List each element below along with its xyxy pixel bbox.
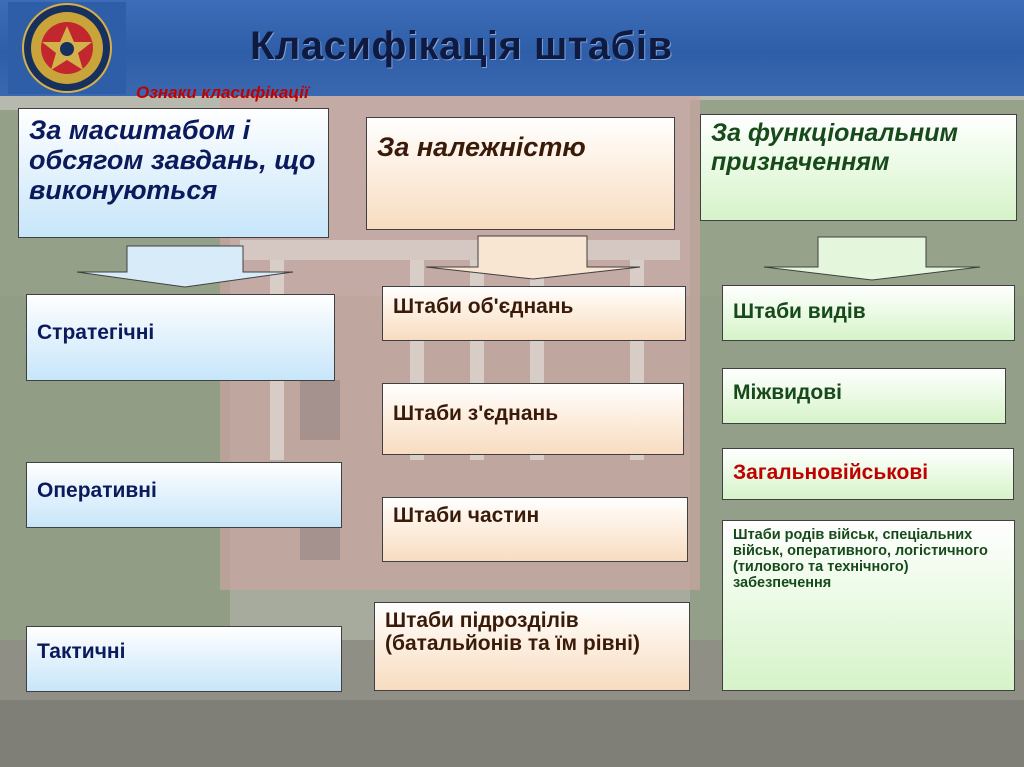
column2-header <box>366 117 675 230</box>
column1-header-label: За масштабом і обсягом завдань, що виконуються <box>29 115 316 205</box>
item-compounds-label: Штаби з'єднань <box>393 402 559 425</box>
column1-header <box>18 108 329 238</box>
item-subunits <box>374 602 690 691</box>
item-combined-arms <box>722 448 1014 500</box>
item-subunits-label: Штаби підрозділів (батальйонів та їм рівні) <box>385 609 641 655</box>
item-operational <box>26 462 342 528</box>
item-compounds <box>382 383 684 455</box>
item-strategic-label: Стратегічні <box>37 321 155 344</box>
item-tactical <box>26 626 342 692</box>
down-arrow-icon <box>764 237 984 281</box>
item-tactical-label: Тактичні <box>37 640 126 663</box>
item-branches <box>722 285 1015 341</box>
item-interbranch <box>722 368 1006 424</box>
column3-header-label: За функціональним призначенням <box>711 119 959 176</box>
item-formations <box>382 286 686 341</box>
down-arrow-icon <box>75 246 295 288</box>
down-arrow-icon <box>423 236 643 280</box>
column3-header <box>700 114 1017 221</box>
item-branches-label: Штаби видів <box>733 300 866 323</box>
item-strategic <box>26 294 335 381</box>
item-units-label: Штаби частин <box>393 504 540 527</box>
classification-subtitle: Ознаки класифікації <box>136 83 309 102</box>
item-combined-arms-label: Загальновійськові <box>733 461 929 484</box>
item-interbranch-label: Міжвидові <box>733 381 842 404</box>
page-title: Класифікація штабів <box>250 24 673 68</box>
column2-header-label: За належністю <box>377 132 586 162</box>
item-formations-label: Штаби об'єднань <box>393 295 574 318</box>
item-arms-support <box>722 520 1015 691</box>
item-arms-support-label: Штаби родів військ, спеціальних військ, оперативного, логістичного (тилового та технічного) забезпечення <box>733 527 988 591</box>
emblem-icon <box>8 2 126 94</box>
item-units <box>382 497 688 562</box>
item-operational-label: Оперативні <box>37 479 157 502</box>
